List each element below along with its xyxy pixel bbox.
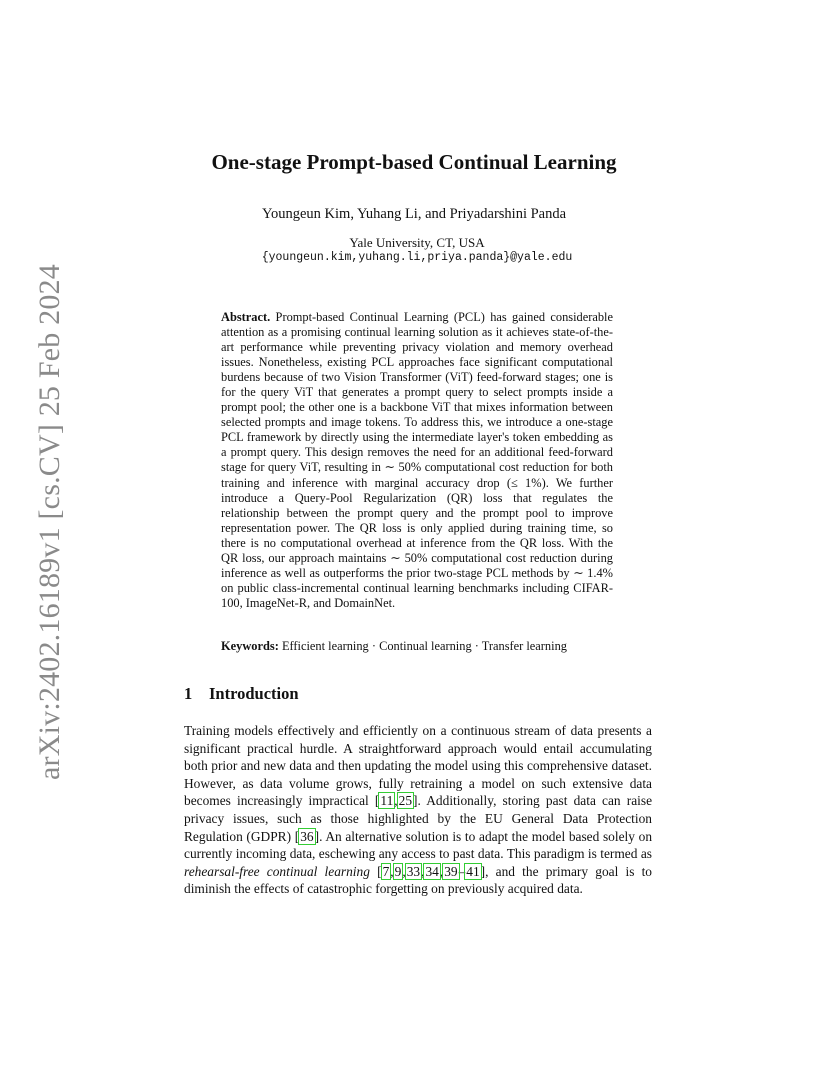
abstract-label: Abstract. xyxy=(221,310,271,324)
author-list: Youngeun Kim, Yuhang Li, and Priyadarshini Panda xyxy=(261,206,567,222)
citation-link[interactable]: 39 xyxy=(444,863,458,879)
keywords xyxy=(221,639,621,654)
citation-link[interactable]: 11 xyxy=(380,793,394,809)
affiliation: Yale University, CT, USA xyxy=(349,235,485,250)
keywords-text: Efficient learning · Continual learning · Transfer learning xyxy=(281,639,567,653)
citation-link[interactable]: 34 xyxy=(425,863,439,879)
emphasized-term: rehearsal-free continual learning xyxy=(184,863,370,879)
abstract xyxy=(221,310,613,611)
arxiv-identifier: arXiv:2402.16189v1 [cs.CV] 25 Feb 2024 xyxy=(33,264,66,780)
author-emails: {youngeun.kim,yuhang.li,priya.panda}@yale.edu xyxy=(261,251,573,264)
citation-link[interactable]: 7 xyxy=(382,863,390,879)
intro-text: . An alternative solution is to adapt the model based solely on currently incoming data, eschewing any access to past data. This paradigm is termed as xyxy=(184,828,653,862)
intro-text: Training models effectively and efficiently on a continuous stream of data presents a significant practical hurdle. A straightforward approach would entail accumulating both prior and new data and then updating the model using this comprehensive dataset. However, as data volume grows, fully retraining a model on such extensive data becomes increasingly impractical xyxy=(184,723,652,809)
citation-link[interactable]: 9 xyxy=(394,863,402,879)
citation-link[interactable]: 41 xyxy=(466,863,480,879)
abstract-text: Prompt-based Continual Learning (PCL) has gained considerable attention as a promising continual learning solution as it achieves state-of-the-art performance while preventing privacy violation and memory overhead issues. Nonetheless, existing PCL approaches face significant computational burdens because of two Vision Transformer (ViT) feed-forward stages; one is for the query ViT that generates a prompt query to select prompts inside a prompt pool; the other one is a backbone ViT that mixes information between selected prompts and image tokens. To address this, we introduce a one-stage PCL framework by directly using the intermediate layer's token embedding as a prompt query. This design removes the need for an additional feed-forward stage for query ViT, resulting in ∼ 50% computational cost reduction for both training and inference with marginal accuracy drop (≤ 1%). We further introduce a Query-Pool Regularization (QR) loss that regulates the relationship between the prompt query and the prompt pool to improve representation power. The QR loss is only applied during training time, so there is no computational overhead at inference from the QR loss. With the QR loss, our approach maintains ∼ 50% computational cost reduction during inference as well as outperforms the prior two-stage PCL methods by ∼ 1.4% on public class-incremental continual learning benchmarks including CIFAR-100, ImageNet-R, and DomainNet. xyxy=(221,310,613,610)
introduction-paragraph: Training models effectively and efficiently on a continuous stream of data presents a significant practical hurdle. A straightforward approach would entail accumulating both prior and new data and then updating the model using this comprehensive dataset. However, as data volume grows, fully retraining a model on such extensive data becomes increasingly impractical [11,25]. Additionally, storing past data can raise privacy issues, such as those highlighted by the EU General Data Protection Regulation (GDPR) [36]. An alternative solution is to adapt the model based solely on currently incoming data, eschewing any access to past data. This paradigm is termed as rehearsal-free continual learning [7,9,33,34,39–41], and the primary goal is to diminish the effects of catastrophic forgetting on previously acquired data. xyxy=(184,723,653,897)
section-number: 1 xyxy=(184,684,193,703)
section-title: Introduction xyxy=(209,684,299,703)
intro-text: , and the primary goal is to diminish the effects of catastrophic forgetting on previously acquired data. xyxy=(184,863,653,897)
citation-link[interactable]: 36 xyxy=(300,828,314,844)
intro-text: . Additionally, storing past data can raise privacy issues, such as those highlighted by the EU General Data Protection Regulation (GDPR) xyxy=(184,793,653,844)
citation-link[interactable]: 25 xyxy=(398,793,413,809)
paper-title: One-stage Prompt-based Continual Learning xyxy=(211,150,617,174)
section-heading-introduction xyxy=(184,684,299,704)
citation-link[interactable]: 33 xyxy=(406,863,421,879)
keywords-label: Keywords: xyxy=(221,639,279,653)
